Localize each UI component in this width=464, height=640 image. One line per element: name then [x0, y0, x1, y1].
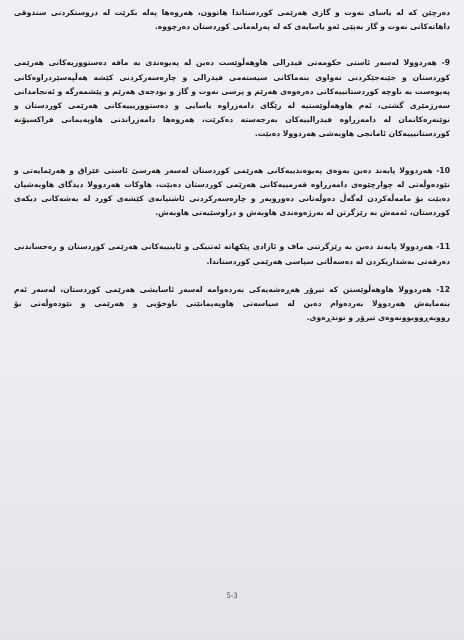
- paragraph-article-12: 12- هەردوولا هاوهەڵوێستن كە تیرۆر هەڕەشەیەكی بەردەوامە لەسەر ئاسایشی هەرێمی كوردستان، لەسەر ئەم بنەمایەش هەردوولا بەردەوام دەبن لە سیاسەتی هاوپەیمانێتی ناوخۆیی و هەرێمی و نێودەوڵەتی بۆ رووبەڕووبوونەوەی تیرۆر و توندڕەوی.: [14, 284, 450, 323]
- paragraph-article-10: 10- هەردوولا پابەند دەبن بەوەی پەیوەندییەكانی هەرێمی كوردستان لەسەر هەرسێ ئاستی عێراق و هەرێمایەتی و نێودەوڵەتی لە چوارچێوەی دامەزراوە فەرمییەكانی هەرێمی كوردستان دەبێت، هاوكات هەردوولا دیدگای هاوبەشیان دەبێت بۆ مامەڵەكردن لەگەڵ دەوڵەتانی دەوروبەر و چارەسەركردنی ئاشتیانەی كێشەی كورد لە بەشەكانی دیكەی كوردستان، ئەمەش بە رێزگرتن لە بەرژەوەندی هاوبەش و دراوسێیەتی هاوبەش.: [14, 165, 450, 218]
- document-body: [14, 6, 450, 325]
- paragraph-article-9: 9- هەردوولا لەسەر ئاستی حكومەتی فیدرالی هاوهەڵوێست دەبن لە پەیوەندی بە مافە دەستووریەكانی هەرێمی كوردستان و جێبەجێكردنی تەواوی بنەماكانی سیستەمی فیدرالی و چارەسەركردنی كێشە هەڵپەسێردراوەكانی پەیوەست بە ناوچە كوردستانییەكانی دەرەوەی هەرێم و پرسی نەوت و گاز و بودجەی هەرێم و پێشمەرگە و ئەنجامدانی سەرژمێری گشتی، ئەم هاوهەڵوێستیە لە رێگای دامەزراوە یاسایی و دەستووریییەكانی هەرێمی كوردستان و نوێنەرەكانمان لە دامەزراوە فیدرالییەكان بەرجەستە دەكرێت، هەروەها دامەزراندنی هاوپەیمانی فراكسیۆنە كوردستانیییەكان ئامانجی هاوبەشی هەردوولا دەبێت.: [14, 58, 450, 139]
- page-number: 5-3: [226, 592, 238, 600]
- paragraph-article-11: 11- هەردوولا پابەند دەبن بە رێزگرتنی ماف و ئازادی پێكهاتە ئەتنیكی و ئاینییەكانی هەرێمی كوردستان و رەخساندنی دەرفەتی بەشداریكردن لە دەسەڵاتی سیاسی هەرێمی كوردستاندا.: [14, 242, 450, 266]
- paragraph-continuation: دەرچێن كە لە یاسای نەوت و گازی هەرێمی كوردستاندا هاتوون، هەروەها پەلە بكرێت لە دروستكردنی سندوقی داهاتەكانی نەوت و گاز بەپێی ئەو یاسایەی كە لە پەرلەمانی كوردستان دەرچووە.: [14, 8, 450, 32]
